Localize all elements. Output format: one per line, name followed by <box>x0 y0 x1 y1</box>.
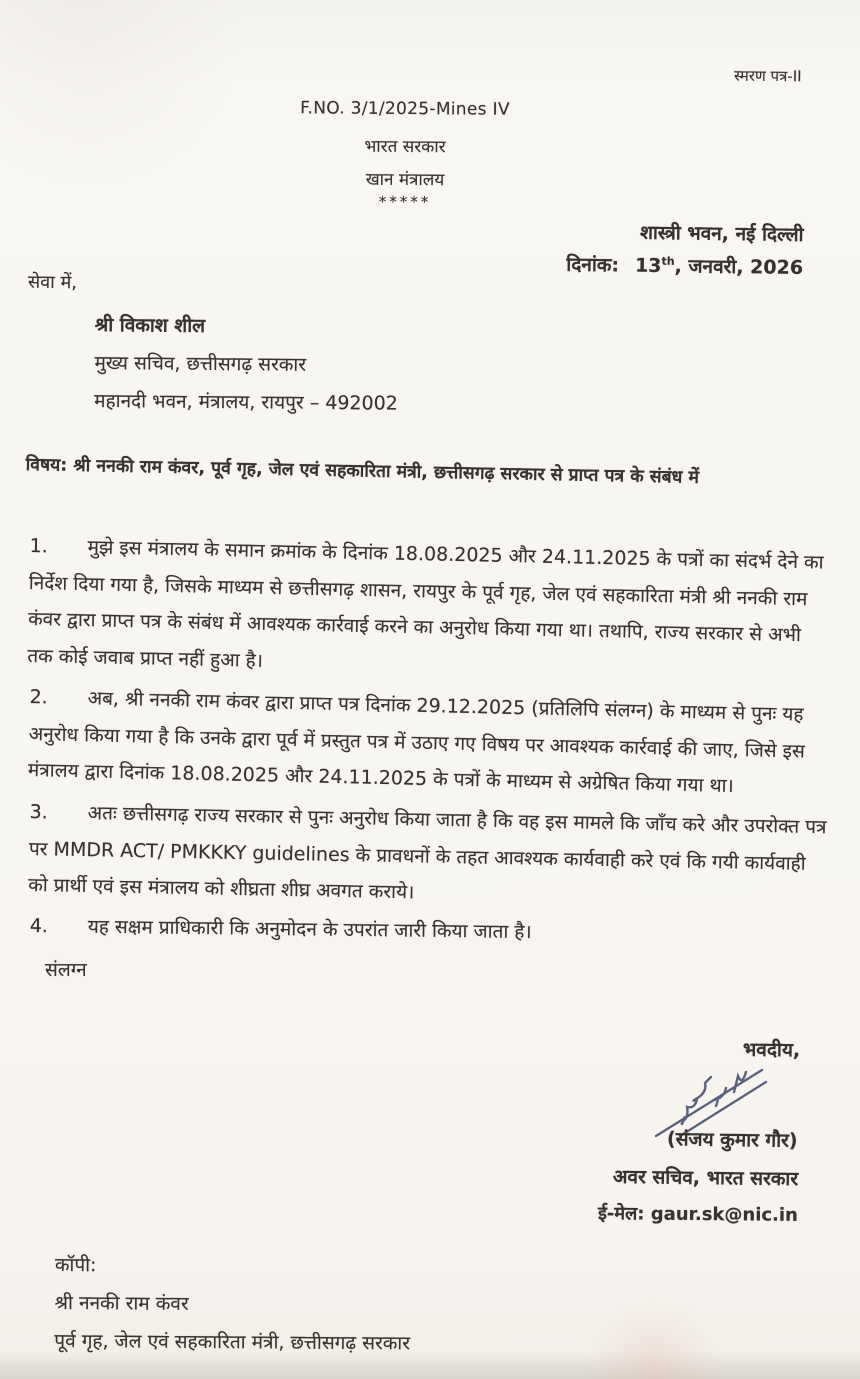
place-line: शास्त्री भवन, नई दिल्ली <box>640 221 804 246</box>
paragraph-4-number: 4. <box>29 914 49 938</box>
signatory-name: (संजय कुमार गौर) <box>667 1128 799 1152</box>
date-line <box>567 251 804 280</box>
paragraph-3 <box>28 794 832 919</box>
paragraph-1 <box>27 528 832 691</box>
subject-line: विषय: श्री ननकी राम कंवर, पूर्व गृह, जेल एवं सहकारिता मंत्री, छत्तीसगढ़ सरकार से प्राप्त पत्र के संबंध में <box>25 454 700 488</box>
signatory-email-line <box>598 1201 798 1227</box>
document-type-label: स्मरण पत्र-II <box>734 66 803 86</box>
closing-salutation: भवदीय, <box>742 1038 801 1062</box>
file-number: F.NO. 3/1/2025-Mines IV <box>300 98 510 120</box>
email-address: gaur.sk@nic.in <box>650 1203 799 1226</box>
paragraph-1-number: 1. <box>29 534 48 558</box>
copy-block <box>54 1246 411 1362</box>
copy-recipient-designation: पूर्व गृह, जेल एवं सहकारिता मंत्री, छत्तीसगढ़ सरकार <box>54 1329 411 1355</box>
date-day: 13 <box>635 254 662 278</box>
paragraph-1-text: मुझे इस मंत्रालय के समान क्रमांक के दिनांक 18.08.2025 और 24.11.2025 के पत्रों का संदर्भ देने का निर्देश दिया गया है, जिसके माध्यम से छत्तीसगढ़ शासन, रायपुर के पूर्व गृह, जेल एवं सहकारिता मंत्री श्री ननकी राम कंवर द्वारा प्राप्त पत्र के संबंध में आवश्यक कार्रवाई करने का अनुरोध किया गया था। तथापि, राज्य सरकार से अभी तक कोई जवाब प्राप्त नहीं हुआ है। <box>27 536 824 672</box>
paragraph-3-text: अतः छत्तीसगढ़ राज्य सरकार से पुनः अनुरोध किया जाता है कि वह इस मामले कि जाँच करे और उपरोक्त पत्र पर MMDR ACT/ PMKKKY guidelines के प्रावधनों के तहत आवश्यक कार्यवाही करे एवं कि गयी कार्यवाही को प्रार्थी एवं इस मंत्रालय को शीघ्रता शीघ्र अवगत कराये। <box>28 801 827 903</box>
paragraph-3-number: 3. <box>29 800 49 823</box>
signatory-designation: अवर सचिव, भारत सरकार <box>612 1165 799 1191</box>
email-label: ई-मेल: <box>597 1203 645 1225</box>
header-separator: ***** <box>378 192 432 212</box>
addressee-block <box>94 306 399 423</box>
paragraph-2-number: 2. <box>29 685 48 709</box>
government-name: भारत सरकार <box>364 136 446 158</box>
addressee-address: महानदी भवन, मंत्रालय, रायपुर – 492002 <box>94 389 398 415</box>
enclosure-label: संलग्न <box>45 959 87 981</box>
copy-recipient-name: श्री ननकी राम कंवर <box>54 1291 189 1315</box>
copy-label: कॉपी: <box>54 1253 97 1277</box>
salutation: सेवा में, <box>27 271 78 294</box>
paragraph-2 <box>28 679 832 807</box>
paragraph-2-text: अब, श्री ननकी राम कंवर द्वारा प्राप्त पत्र दिनांक 29.12.2025 (प्रतिलिपि संलग्न) के माध्यम से पुनः यह अनुरोध किया गया है कि उनके द्वारा पूर्व में प्रस्तुत पत्र में उठाए गए विषय पर आवश्यक कार्रवाई की जाए, जिसे इस मंत्रालय द्वारा दिनांक 18.08.2025 और 24.11.2025 के पत्रों के माध्यम से अग्रेषित किया गया था। <box>27 687 806 797</box>
date-label: दिनांक: <box>566 253 620 277</box>
paragraph-4-text: यह सक्षम प्राधिकारी कि अनुमोदन के उपरांत जारी किया जाता है। <box>87 915 532 944</box>
addressee-name: श्री विकाश शील <box>94 313 206 337</box>
place-date-block <box>567 218 804 280</box>
date-ordinal: th <box>661 254 676 268</box>
ministry-name: खान मंत्रालय <box>365 169 445 191</box>
addressee-designation: मुख्य सचिव, छत्तीसगढ़ सरकार <box>94 351 307 376</box>
letter-body <box>27 528 832 950</box>
date-rest: , जनवरी, 2026 <box>674 255 804 279</box>
